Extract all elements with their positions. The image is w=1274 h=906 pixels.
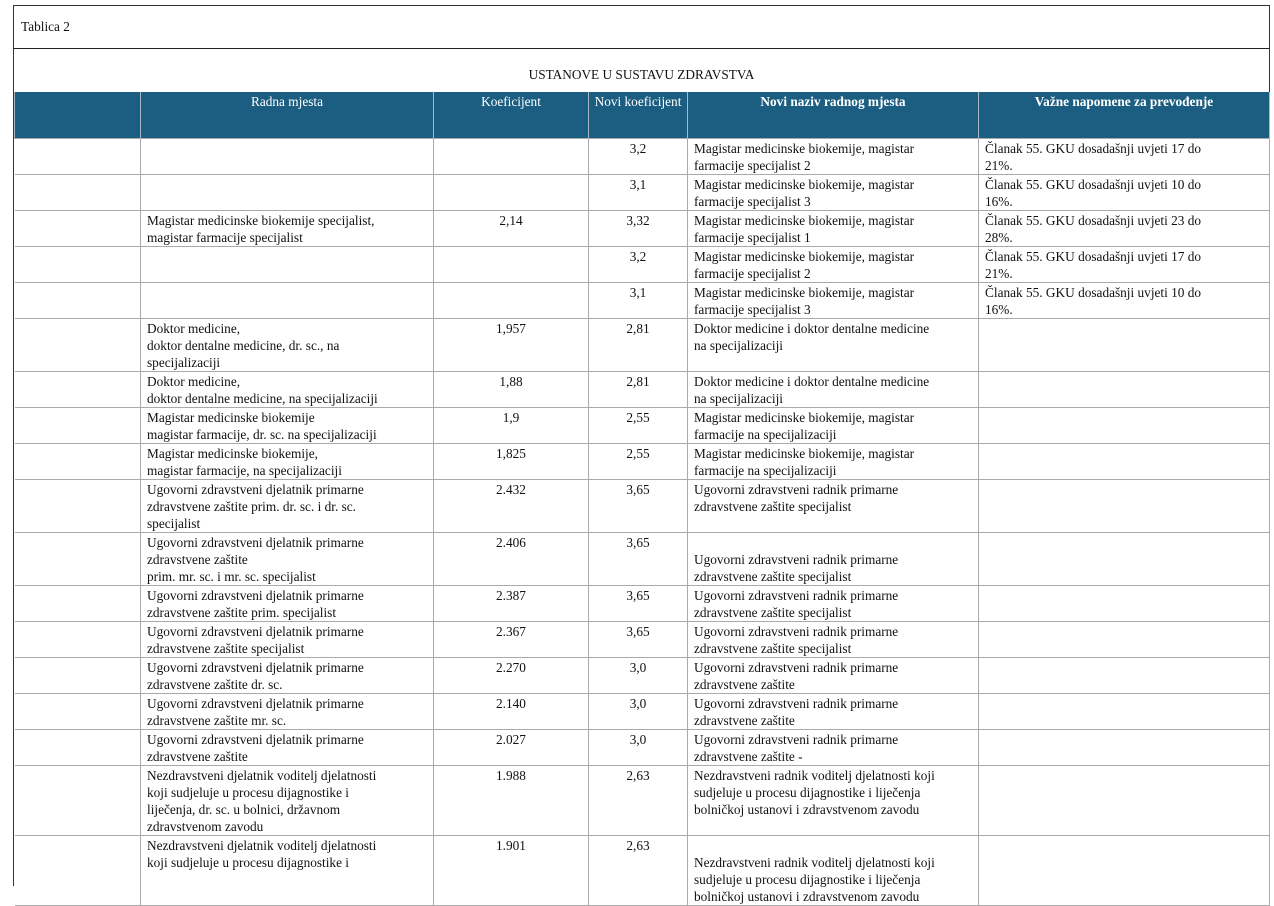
koeficijent-cell [434,175,589,211]
radno-mjesto-cell: Magistar medicinske biokemije magistar farmacije, dr. sc. na specijalizaciji [141,408,434,444]
radno-mjesto-cell: Nezdravstveni djelatnik voditelj djelatnosti koji sudjeluje u procesu dijagnostike i liječenja, dr. sc. u bolnici, državnom zdravstvenom zavodu [141,766,434,836]
table-row [15,766,1270,836]
table-row [15,444,1270,480]
napomena-cell [979,766,1270,836]
blank-cell [15,408,141,444]
napomena-cell [979,586,1270,622]
novi-naziv-cell: Doktor medicine i doktor dentalne medicine na specijalizaciji [688,319,979,372]
napomena-cell [979,836,1270,906]
header-novi-naziv: Novi naziv radnog mjesta [688,92,979,139]
radno-mjesto-cell: Ugovorni zdravstveni djelatnik primarne zdravstvene zaštite prim. specijalist [141,586,434,622]
table-row [15,622,1270,658]
novi-koeficijent-cell: 3,32 [589,211,688,247]
novi-naziv-cell: Magistar medicinske biokemije, magistar farmacije specijalist 2 [688,139,979,175]
novi-koeficijent-cell: 3,0 [589,730,688,766]
koeficijent-cell: 2,14 [434,211,589,247]
napomena-cell: Članak 55. GKU dosadašnji uvjeti 10 do 16%. [979,283,1270,319]
novi-koeficijent-cell: 3,0 [589,694,688,730]
radno-mjesto-cell: Doktor medicine, doktor dentalne medicine, dr. sc., na specijalizaciji [141,319,434,372]
radno-mjesto-cell: Doktor medicine, doktor dentalne medicine, na specijalizaciji [141,372,434,408]
novi-naziv-cell: Ugovorni zdravstveni radnik primarne zdravstvene zaštite specijalist [688,586,979,622]
napomena-cell [979,694,1270,730]
novi-naziv-cell: Ugovorni zdravstveni radnik primarne zdravstvene zaštite specijalist [688,533,979,586]
koeficijent-cell: 1,9 [434,408,589,444]
novi-naziv-cell: Ugovorni zdravstveni radnik primarne zdravstvene zaštite specijalist [688,480,979,533]
radno-mjesto-cell: Magistar medicinske biokemije, magistar farmacije, na specijalizaciji [141,444,434,480]
napomena-cell [979,480,1270,533]
table-caption: Tablica 2 [21,19,70,34]
header-napomene: Važne napomene za prevođenje [979,92,1270,139]
novi-koeficijent-cell: 3,65 [589,622,688,658]
salary-table [14,92,1270,906]
blank-cell [15,533,141,586]
table-row [15,586,1270,622]
blank-cell [15,139,141,175]
novi-koeficijent-cell: 3,2 [589,139,688,175]
novi-naziv-cell: Magistar medicinske biokemije, magistar farmacije na specijalizaciji [688,408,979,444]
radno-mjesto-cell: Ugovorni zdravstveni djelatnik primarne zdravstvene zaštite specijalist [141,622,434,658]
radno-mjesto-cell [141,247,434,283]
radno-mjesto-cell: Ugovorni zdravstveni djelatnik primarne zdravstvene zaštite dr. sc. [141,658,434,694]
table-row [15,694,1270,730]
novi-koeficijent-cell: 3,65 [589,533,688,586]
koeficijent-cell: 1,957 [434,319,589,372]
novi-koeficijent-cell: 2,63 [589,766,688,836]
radno-mjesto-cell: Ugovorni zdravstveni djelatnik primarne zdravstvene zaštite mr. sc. [141,694,434,730]
novi-naziv-cell: Magistar medicinske biokemije, magistar farmacije na specijalizaciji [688,444,979,480]
blank-cell [15,836,141,906]
table-row [15,211,1270,247]
napomena-cell [979,319,1270,372]
koeficijent-cell: 1.988 [434,766,589,836]
document-frame [13,5,1270,904]
novi-naziv-cell: Magistar medicinske biokemije, magistar farmacije specijalist 3 [688,283,979,319]
novi-koeficijent-cell: 2,55 [589,408,688,444]
koeficijent-cell: 2.140 [434,694,589,730]
novi-naziv-cell: Magistar medicinske biokemije, magistar farmacije specijalist 3 [688,175,979,211]
header-novi-koeficijent: Novi koeficijent [589,92,688,139]
radno-mjesto-cell: Ugovorni zdravstveni djelatnik primarne zdravstvene zaštite [141,730,434,766]
header-koeficijent: Koeficijent [434,92,589,139]
napomena-cell: Članak 55. GKU dosadašnji uvjeti 17 do 21%. [979,139,1270,175]
novi-naziv-cell: Doktor medicine i doktor dentalne medicine na specijalizaciji [688,372,979,408]
novi-naziv-cell: Nezdravstveni radnik voditelj djelatnosti koji sudjeluje u procesu dijagnostike i liječenja bolničkoj ustanovi i zdravstvenom zavodu [688,766,979,836]
blank-cell [15,211,141,247]
koeficijent-cell: 2.270 [434,658,589,694]
novi-koeficijent-cell: 2,55 [589,444,688,480]
novi-koeficijent-cell: 3,0 [589,658,688,694]
blank-cell [15,319,141,372]
novi-naziv-cell: Magistar medicinske biokemije, magistar farmacije specijalist 1 [688,211,979,247]
blank-cell [15,372,141,408]
blank-cell [15,586,141,622]
novi-koeficijent-cell: 2,81 [589,319,688,372]
radno-mjesto-cell: Magistar medicinske biokemije specijalist, magistar farmacije specijalist [141,211,434,247]
koeficijent-cell: 2.027 [434,730,589,766]
napomena-cell [979,533,1270,586]
table-row [15,408,1270,444]
blank-cell [15,622,141,658]
napomena-cell [979,408,1270,444]
napomena-cell: Članak 55. GKU dosadašnji uvjeti 17 do 21%. [979,247,1270,283]
napomena-cell: Članak 55. GKU dosadašnji uvjeti 23 do 28%. [979,211,1270,247]
koeficijent-cell: 2.387 [434,586,589,622]
novi-naziv-cell: Ugovorni zdravstveni radnik primarne zdravstvene zaštite specijalist [688,622,979,658]
table-row [15,372,1270,408]
napomena-cell: Članak 55. GKU dosadašnji uvjeti 10 do 16%. [979,175,1270,211]
table-row [15,139,1270,175]
koeficijent-cell: 2.406 [434,533,589,586]
koeficijent-cell: 1.901 [434,836,589,906]
blank-cell [15,766,141,836]
table-title: USTANOVE U SUSTAVU ZDRAVSTVA [528,67,755,82]
header-row [15,92,1270,139]
napomena-cell [979,730,1270,766]
radno-mjesto-cell: Ugovorni zdravstveni djelatnik primarne zdravstvene zaštite prim. mr. sc. i mr. sc. specijalist [141,533,434,586]
radno-mjesto-cell: Nezdravstveni djelatnik voditelj djelatnosti koji sudjeluje u procesu dijagnostike i [141,836,434,906]
table-row [15,175,1270,211]
napomena-cell [979,658,1270,694]
koeficijent-cell: 1,825 [434,444,589,480]
koeficijent-cell [434,283,589,319]
koeficijent-cell [434,139,589,175]
koeficijent-cell: 2.432 [434,480,589,533]
table-row [15,283,1270,319]
novi-naziv-cell: Nezdravstveni radnik voditelj djelatnosti koji sudjeluje u procesu dijagnostike i liječenja bolničkoj ustanovi i zdravstvenom zavodu [688,836,979,906]
blank-cell [15,283,141,319]
table-row [15,480,1270,533]
napomena-cell [979,622,1270,658]
blank-cell [15,658,141,694]
radno-mjesto-cell [141,283,434,319]
koeficijent-cell: 2.367 [434,622,589,658]
napomena-cell [979,372,1270,408]
blank-cell [15,247,141,283]
novi-naziv-cell: Ugovorni zdravstveni radnik primarne zdravstvene zaštite - [688,730,979,766]
header-radna-mjesta: Radna mjesta [141,92,434,139]
blank-cell [15,730,141,766]
table-row [15,730,1270,766]
novi-koeficijent-cell: 3,1 [589,175,688,211]
novi-koeficijent-cell: 2,81 [589,372,688,408]
novi-naziv-cell: Magistar medicinske biokemije, magistar farmacije specijalist 2 [688,247,979,283]
novi-koeficijent-cell: 2,63 [589,836,688,906]
header-blank [15,92,141,139]
table-row [15,533,1270,586]
table-row [15,247,1270,283]
table-row [15,836,1270,906]
radno-mjesto-cell [141,175,434,211]
radno-mjesto-cell: Ugovorni zdravstveni djelatnik primarne zdravstvene zaštite prim. dr. sc. i dr. sc. specijalist [141,480,434,533]
novi-naziv-cell: Ugovorni zdravstveni radnik primarne zdravstvene zaštite [688,658,979,694]
novi-koeficijent-cell: 3,2 [589,247,688,283]
novi-koeficijent-cell: 3,1 [589,283,688,319]
koeficijent-cell [434,247,589,283]
radno-mjesto-cell [141,139,434,175]
blank-cell [15,694,141,730]
table-row [15,319,1270,372]
blank-cell [15,480,141,533]
koeficijent-cell: 1,88 [434,372,589,408]
table-row [15,658,1270,694]
novi-koeficijent-cell: 3,65 [589,480,688,533]
napomena-cell [979,444,1270,480]
blank-cell [15,444,141,480]
novi-koeficijent-cell: 3,65 [589,586,688,622]
blank-cell [15,175,141,211]
novi-naziv-cell: Ugovorni zdravstveni radnik primarne zdravstvene zaštite [688,694,979,730]
divider [14,48,1269,49]
